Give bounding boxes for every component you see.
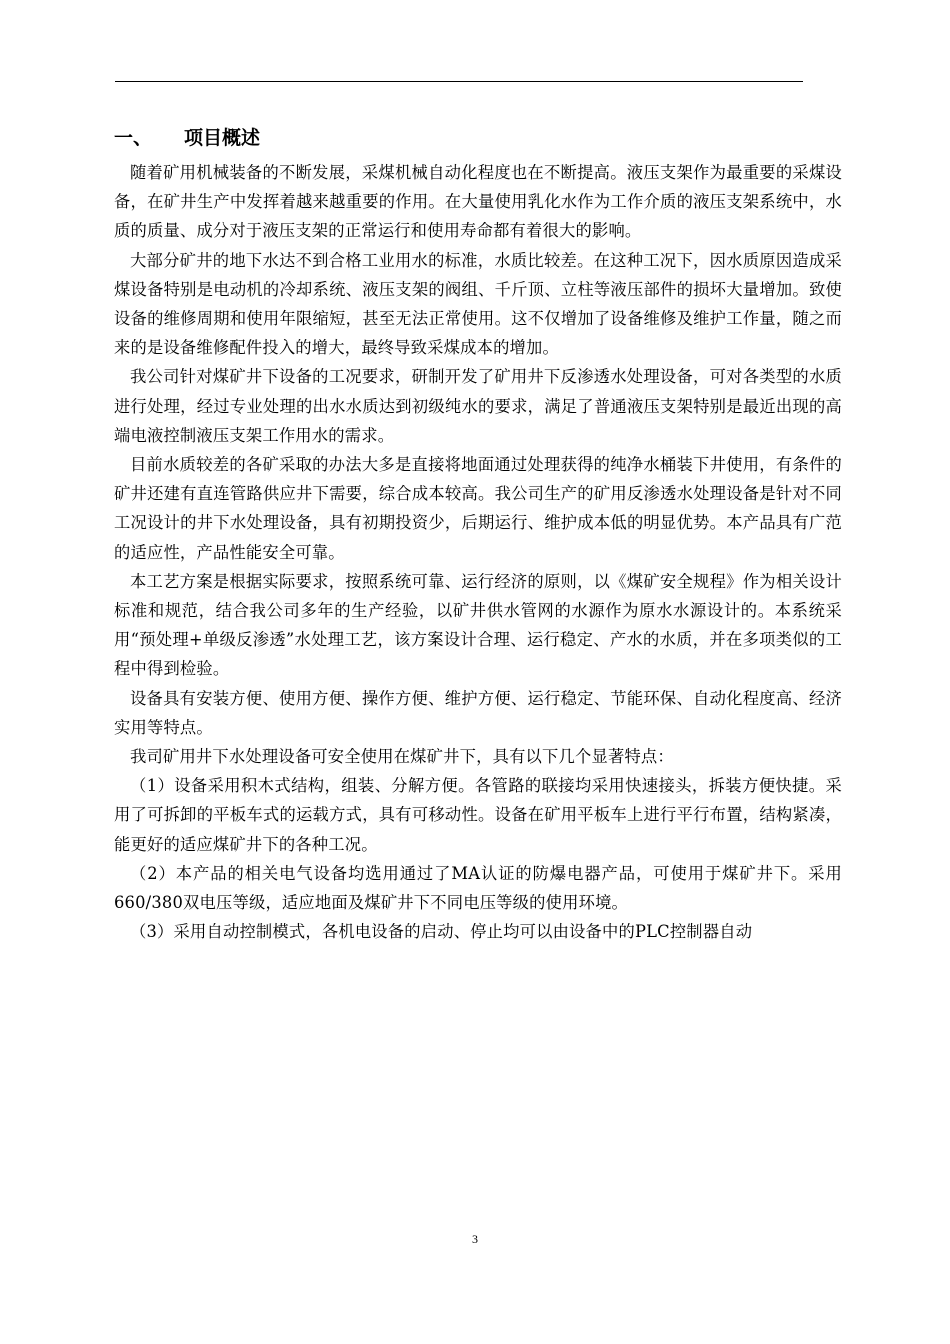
section-title: 项目概述: [184, 127, 261, 149]
paragraph-feature-1: （1）设备采用积木式结构，组装、分解方便。各管路的联接均采用快速接头，拆装方便快捷。采用了可拆卸的平板车式的运载方式，具有可移动性。设备在矿用平板车上进行平行布置，结构紧凑，能更好的适应煤矿井下的各种工况。: [114, 776, 842, 854]
paragraph-features-intro: 我司矿用井下水处理设备可安全使用在煤矿井下，具有以下几个显著特点：: [130, 747, 674, 767]
paragraph-feature-3: （3）采用自动控制模式，各机电设备的启动、停止均可以由设备中的PLC控制器自动: [130, 922, 753, 942]
paragraph-product-development: 我公司针对煤矿井下设备的工况要求，研制开发了矿用井下反渗透水处理设备，可对各类型的水质进行处理，经过专业处理的出水水质达到初级纯水的要求，满足了普通液压支架特别是最近出现的高端电液控制液压支架工作用水的需求。: [114, 367, 842, 445]
paragraph-water-quality: 大部分矿井的地下水达不到合格工业用水的标准，水质比较差。在这种工况下，因水质原因造成采煤设备特别是电动机的冷却系统、液压支架的阀组、千斤顶、立柱等液压部件的损坏大量增加。致使设备的维修周期和使用年限缩短，甚至无法正常使用。这不仅增加了设备维修及维护工作量，随之而来的是设备维修配件投入的增大，最终导致采煤成本的增加。: [114, 250, 842, 358]
document-body: [114, 118, 842, 946]
paragraph-features-summary: 设备具有安装方便、使用方便、操作方便、维护方便、运行稳定、节能环保、自动化程度高、经济实用等特点。: [114, 688, 842, 737]
paragraph-intro: 随着矿用机械装备的不断发展，采煤机械自动化程度也在不断提高。液压支架作为最重要的采煤设备，在矿井生产中发挥着越来越重要的作用。在大量使用乳化水作为工作介质的液压支架系统中，水质的质量、成分对于液压支架的正常运行和使用寿命都有着很大的影响。: [114, 163, 842, 241]
header-rule: [115, 81, 803, 82]
paragraph-feature-2: （2）本产品的相关电气设备均选用通过了MA认证的防爆电器产品，可使用于煤矿井下。采用660/380双电压等级，适应地面及煤矿井下不同电压等级的使用环境。: [114, 863, 842, 913]
section-heading: [114, 118, 842, 158]
paragraph-current-practice: 目前水质较差的各矿采取的办法大多是直接将地面通过处理获得的纯净水桶装下井使用，有条件的矿井还建有直连管路供应井下需要，综合成本较高。我公司生产的矿用反渗透水处理设备是针对不同工况设计的井下水处理设备，具有初期投资少，后期运行、维护成本低的明显优势。本产品具有广范的适应性，产品性能安全可靠。: [114, 455, 842, 562]
section-number: 一、: [114, 127, 153, 149]
page-number: 3: [472, 1232, 478, 1246]
paragraph-process-scheme: 本工艺方案是根据实际要求，按照系统可靠、运行经济的原则，以《煤矿安全规程》作为相关设计标准和规范，结合我公司多年的生产经验，以矿井供水管网的水源作为原水水源设计的。本系统采用“预处理+单级反渗透”水处理工艺，该方案设计合理、运行稳定、产水的水质，并在多项类似的工程中得到检验。: [114, 571, 842, 679]
